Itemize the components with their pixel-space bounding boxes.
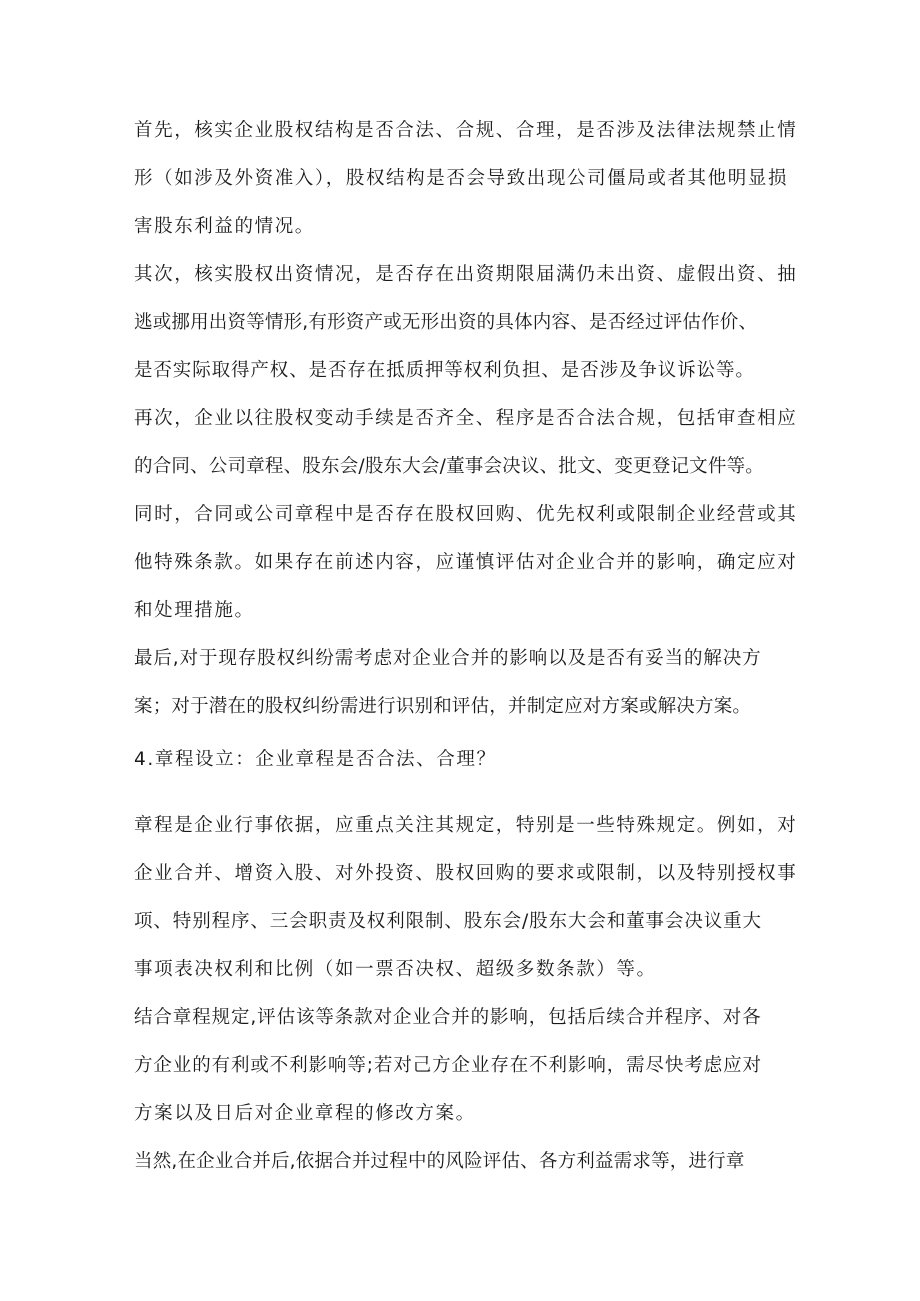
text-line: 害股东利益的情况。 [134,216,315,237]
text-line: 方企业的有利或不利影响等;若对己方企业存在不利影响，需尽快考虑应对 [134,1055,762,1076]
paragraph-second [134,251,804,395]
text-line: 同时，合同或公司章程中是否存在股权回购、优先权利或限制企业经营或其 [134,504,798,525]
text-line: 项、特别程序、三会职责及权利限制、股东会/股东大会和董事会决议重大 [134,911,762,932]
paragraph-articles [134,802,804,994]
text-line: 他特殊条款。如果存在前述内容，应谨慎评估对企业合并的影响，确定应对 [134,552,798,573]
text-line: 最后,对于现存股权纠纷需考虑对企业合并的影响以及是否有妥当的解决方 [134,648,762,669]
paragraph-fourth [134,491,804,635]
text-line: 逃或挪用出资等情形,有形资产或无形出资的具体内容、是否经过评估作价、 [134,312,758,333]
paragraph-first [134,107,804,251]
text-line: 方案以及日后对企业章程的修改方案。 [134,1103,476,1124]
paragraph-evaluation [134,994,804,1138]
paragraph-fifth [134,635,804,731]
text-line: 形（如涉及外资准入），股权结构是否会导致出现公司僵局或者其他明显损 [134,168,789,189]
section-heading-text [134,736,804,784]
text-line: 事项表决权利和比例（如一票否决权、超级多数条款）等。 [134,959,657,980]
paragraph-third [134,395,804,491]
text-line: 的合同、公司章程、股东会/股东大会/董事会决议、批文、变更登记文件等。 [134,456,764,477]
paragraph-after-merger [134,1138,804,1186]
text-line: 再次，企业以往股权变动手续是否齐全、程序是否合法合规，包括审查相应 [134,408,798,429]
text-section-pre [134,107,804,731]
text-line: 章程是企业行事依据，应重点关注其规定，特别是一些特殊规定。例如，对 [134,815,798,836]
text-line: 企业合并、增资入股、对外投资、股权回购的要求或限制，以及特别授权事 [134,863,798,884]
text-line: 首先，核实企业股权结构是否合法、合规、合理，是否涉及法律法规禁止情 [134,120,798,141]
text-line: 当然,在企业合并后,依据合并过程中的风险评估、各方利益需求等，进行章 [134,1151,745,1172]
text-line: 和处理措施。 [134,600,255,621]
text-line: 结合章程规定,评估该等条款对企业合并的影响，包括后续合并程序、对各 [134,1007,762,1028]
text-section-post [134,802,804,1186]
text-line: 案；对于潜在的股权纠纷需进行识别和评估，并制定应对方案或解决方案。 [134,696,752,717]
text-line: 是否实际取得产权、是否存在抵质押等权利负担、是否涉及争议诉讼等。 [134,360,755,381]
section-number: 4 [134,749,148,770]
section-heading [134,736,804,784]
text-line: 其次，核实股权出资情况，是否存在出资期限届满仍未出资、虚假出资、抽 [134,264,798,285]
section-title: .章程设立：企业章程是否合法、合理？ [147,749,497,770]
